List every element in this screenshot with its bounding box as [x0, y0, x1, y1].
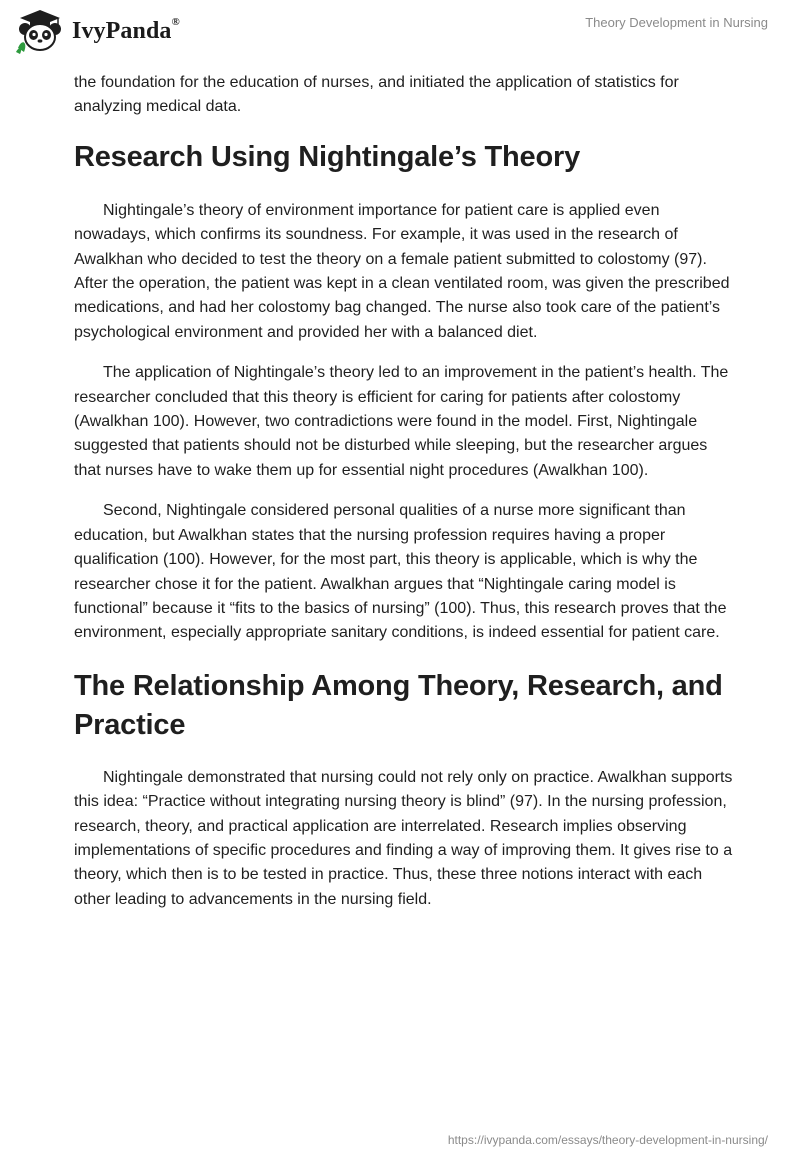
intro-paragraph: the foundation for the education of nurses, and initiated the application of statistics for analyzing medical data.: [74, 74, 679, 116]
paragraph: Nightingale’s theory of environment importance for patient care is applied even nowadays, which confirms its soundness. For example, it was used in the research of Awalkhan who decided to test the theory on a female patient submitted to colostomy (97). After the operation, the patient was kept in a clean ventilated room, was given the prescribed medications, and had her colostomy bag changed. The nurse also took care of the patient’s psychological environment and provided her with a balanced diet.: [74, 201, 730, 341]
section-heading-research: Research Using Nightingale’s Theory: [74, 140, 580, 173]
logo-wordmark: IvyPanda: [72, 17, 172, 44]
panda-graduate-icon: [14, 8, 66, 54]
section-heading-relationship: The Relationship Among Theory, Research, and Practice: [74, 669, 723, 741]
source-url-link[interactable]: https://ivypanda.com/essays/theory-development-in-nursing/: [447, 1133, 768, 1147]
paragraph: The application of Nightingale’s theory led to an improvement in the patient’s health. The researcher concluded that this theory is efficient for caring for patients after colostomy (Awalkhan 100). However, two contradictions were found in the model. First, Nightingale suggested that patients should not be disturbed while sleeping, but the researcher argues that nurses have to wake them up for essential night procedures (Awalkhan 100).: [74, 364, 729, 479]
document-title: Theory Development in Nursing: [585, 15, 768, 30]
paragraph: Nightingale demonstrated that nursing could not rely only on practice. Awalkhan supports this idea: “Practice without integrating nursing theory is blind” (97). In the nursing profession, research, theory, and practical application are interrelated. Research implies observing implementations of specific procedures and finding a way of improving them. It gives rise to a theory, which then is to be tested in practice. Thus, these three notions interact with each other leading to advancements in the nursing field.: [74, 768, 733, 908]
registered-mark: ®: [171, 15, 180, 28]
page-header: [0, 0, 800, 64]
ivypanda-logo[interactable]: [14, 8, 180, 54]
paragraph: Second, Nightingale considered personal qualities of a nurse more significant than education, but Awalkhan states that the nursing profession requires having a proper qualification (100). However, for the most part, this theory is applicable, which is why the researcher chose it for the patient. Awalkhan argues that “Nightingale caring model is functional” because it “fits to the basics of nursing” (100). Thus, this research proves that the environment, especially appropriate sanitary conditions, is indeed essential for patient care.: [74, 502, 727, 642]
essay-body: [74, 71, 734, 928]
